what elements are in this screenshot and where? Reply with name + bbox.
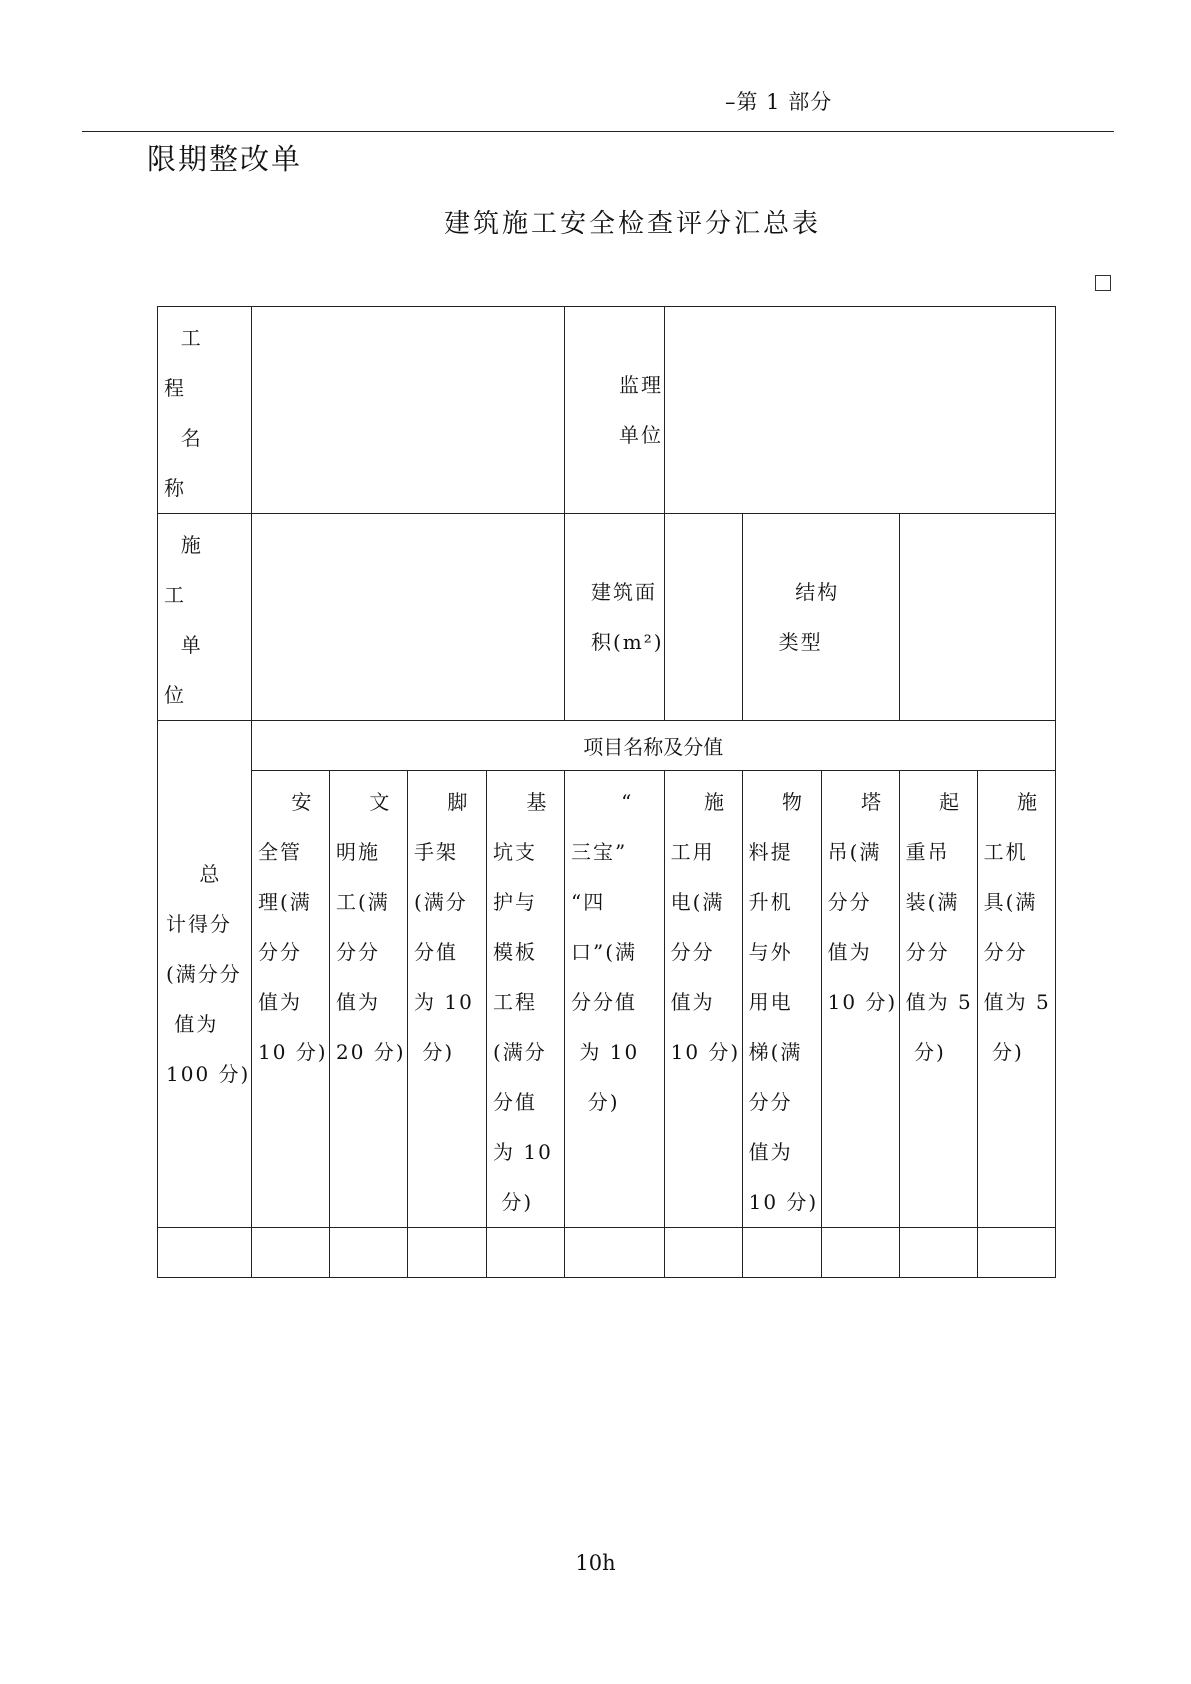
structure-type-value-cell[interactable] (899, 514, 1055, 721)
score-group-header-row (158, 721, 1056, 771)
score-entry-tower-crane[interactable] (821, 1228, 899, 1278)
score-entry-civilized-construction[interactable] (330, 1228, 408, 1278)
supervision-unit-label: 监理 单位 (619, 373, 663, 447)
score-entry-scaffolding[interactable] (408, 1228, 487, 1278)
score-entry-three-treasures-four-openings[interactable] (565, 1228, 665, 1278)
score-entry-material-hoist[interactable] (742, 1228, 821, 1278)
supervision-unit-value-cell[interactable] (664, 307, 1055, 514)
document-title: 限期整改单 (147, 142, 303, 176)
score-entry-row (158, 1228, 1056, 1278)
total-score-entry[interactable] (158, 1228, 252, 1278)
building-area-label: 建筑面 积(m²) (591, 580, 664, 654)
score-item-three-treasures-four-openings: “ 三宝” “四 口”(满 分分值 为 10 分) (571, 790, 640, 1114)
score-item-scaffolding: 脚 手架 (满分 分值 为 10 分) (414, 790, 474, 1064)
score-item-material-hoist: 物 料提 升机 与外 用电 梯(满 分分 值为 10 分) (748, 790, 819, 1214)
project-name-value-cell[interactable] (252, 307, 565, 514)
table-title: 建筑施工安全检查评分汇总表 (444, 209, 822, 239)
score-item-civilized-construction: 文 明施 工(满 分分 值为 20 分) (336, 790, 406, 1064)
page-number: 10h (575, 1551, 616, 1575)
score-summary-table (157, 306, 1056, 1278)
score-entry-hoisting[interactable] (899, 1228, 977, 1278)
score-item-tower-crane: 塔 吊(满 分分 值为 10 分) (827, 790, 898, 1014)
score-group-header: 项目名称及分值 (252, 721, 1056, 771)
project-row (158, 307, 1056, 514)
total-score-label: 总 计得分 (满分分 值为 100 分) (166, 862, 251, 1086)
checkbox-icon[interactable] (1095, 275, 1111, 291)
score-item-safety-management: 安 全管 理(满 分分 值为 10 分) (258, 790, 328, 1064)
score-item-row (158, 771, 1056, 1228)
project-name-label: 工 程 名 称 (164, 326, 203, 500)
score-entry-construction-electricity[interactable] (664, 1228, 742, 1278)
score-item-hoisting: 起 重吊 装(满 分分 值为 5 分) (905, 790, 973, 1064)
construction-unit-value-cell[interactable] (252, 514, 565, 721)
construction-row (158, 514, 1056, 721)
construction-unit-label: 施 工 单 位 (164, 533, 203, 707)
building-area-value-cell[interactable] (664, 514, 742, 721)
score-item-construction-machinery: 施 工机 具(满 分分 值为 5 分) (983, 790, 1051, 1064)
score-item-construction-electricity: 施 工用 电(满 分分 值为 10 分) (670, 790, 741, 1064)
structure-type-label: 结构 类型 (778, 580, 840, 654)
score-entry-safety-management[interactable] (252, 1228, 330, 1278)
header-divider (82, 131, 1114, 132)
score-entry-foundation-pit-formwork[interactable] (487, 1228, 565, 1278)
header-part-label: –第 1 部分 (725, 90, 833, 114)
score-entry-construction-machinery[interactable] (977, 1228, 1055, 1278)
score-item-foundation-pit-formwork: 基 坑支 护与 模板 工程 (满分 分值 为 10 分) (493, 790, 553, 1214)
